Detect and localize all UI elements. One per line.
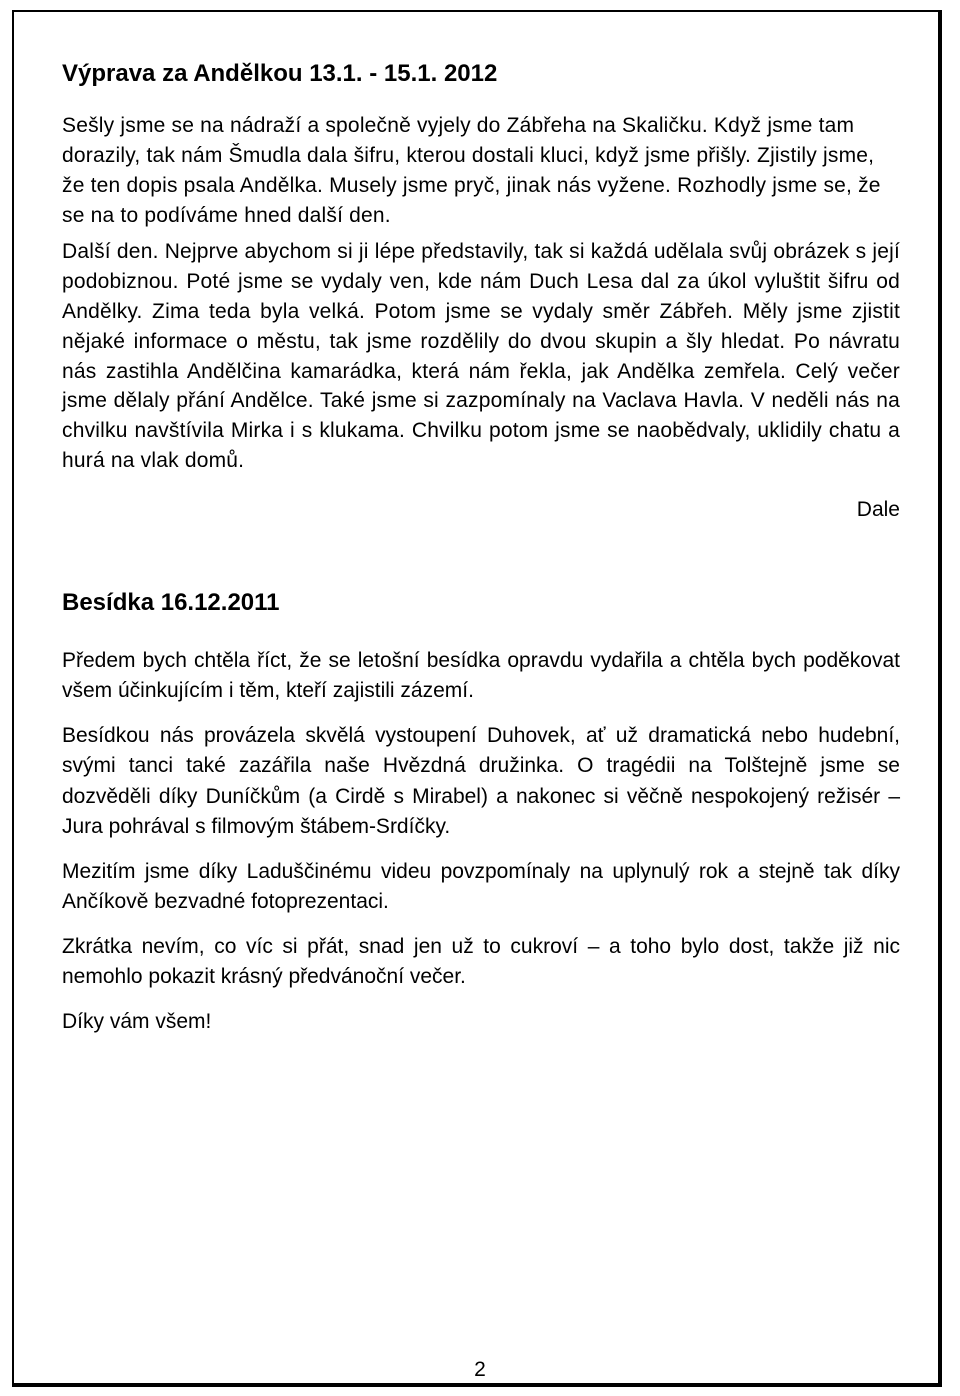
article-body xyxy=(62,111,900,476)
article-title: Výprava za Andělkou 13.1. - 15.1. 2012 xyxy=(62,60,498,87)
article-besidka xyxy=(62,587,900,1038)
article-body xyxy=(62,646,900,1038)
article-paragraph: Sešly jsme se na nádraží a společně vyjely do Zábřeha na Skaličku. Když jsme tam dorazily, tak nám Šmudla dala šifru, kterou dostali kluci, když jsme přišly. Zjistily jsme, že ten dopis psala Andělka. Musely jsme pryč, jinak nás vyžene. Rozhodly jsme se, že se na to podíváme hned další den. xyxy=(62,114,881,227)
page-content xyxy=(62,58,900,1051)
page-number: 2 xyxy=(474,1358,486,1381)
article-paragraph: Předem bych chtěla říct, že se letošní besídka opravdu vydařila a chtěla bych poděkovat všem účinkujícím i těm, kteří zajistili zázemí. xyxy=(62,648,900,703)
article-signature: Dale xyxy=(856,497,900,521)
article-paragraph: Díky vám všem! xyxy=(62,1009,212,1033)
article-expedition xyxy=(62,58,900,522)
article-title: Besídka 16.12.2011 xyxy=(62,588,280,616)
article-paragraph: Mezitím jsme díky Laduščinému videu povzpomínaly na uplynulý rok a stejně tak díky Ančíkově bezvadné fotoprezentaci. xyxy=(62,859,900,914)
article-paragraph: Další den. Nejprve abychom si ji lépe představily, tak si každá udělala svůj obrázek s její podobiznou. Poté jsme se vydaly ven, kde nám Duch Lesa dal za úkol vyluštit šifru od Andělky. Zima teda byla velká. Potom jsme se vydaly směr Zábřeh. Měly jsme zjistit nějaké informace o městu, tak jsme rozdělily do dvou skupin a šly hledat. Po návratu nás zastihla Andělčina kamarádka, která nám řekla, jak Andělka zemřela. Celý večer jsme dělaly přání Andělce. Také jsme si zazpomínaly na Vaclava Havla. V neděli nás na chvilku navštívila Mirka i s klukama. Chvilku potom jsme se naobědvaly, uklidily chatu a hurá na vlak domů. xyxy=(62,240,900,472)
article-paragraph: Zkrátka nevím, co víc si přát, snad jen už to cukroví – a toho bylo dost, takže již nic nemohlo pokazit krásný předvánoční večer. xyxy=(62,934,900,989)
article-paragraph: Besídkou nás provázela skvělá vystoupení Duhovek, ať už dramatická nebo hudební, svými tanci také zazářila naše Hvězdná družinka. O tragédii na Tolštejně jsme se dozvěděli díky Duníčkům (a Cirdě s Mirabel) a nakonec si věčně nespokojený režisér –Jura pohrával s filmovým štábem-Srdíčky. xyxy=(62,723,900,839)
